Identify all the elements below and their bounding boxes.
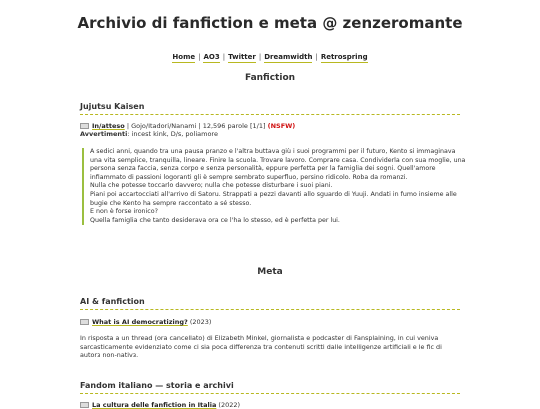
story-excerpt <box>82 148 466 225</box>
warnings-label: Avvertimenti <box>80 130 128 138</box>
nav-ao3[interactable]: AO3 <box>203 53 220 61</box>
story-entry <box>80 122 460 138</box>
document-icon <box>80 123 89 129</box>
category-fandom-italiano: Fandom italiano — storia e archivi <box>80 381 460 394</box>
nav-sep: | <box>198 53 201 61</box>
story-meta: | Gojo/Itadori/Nanami | 12,596 parole [1/1] <box>124 122 268 130</box>
meta-year: (2022) <box>216 401 241 409</box>
meta-title-link[interactable]: What is AI democratizing? <box>92 318 188 326</box>
nav-sep: | <box>258 53 262 61</box>
meta-heading: Meta <box>257 267 283 277</box>
document-icon <box>80 402 89 408</box>
excerpt-paragraph: Nulla che potesse toccarlo davvero; nulla che potesse disturbare i suoi piani. <box>90 182 333 190</box>
nav-retrospring[interactable]: Retrospring <box>320 53 368 61</box>
meta-entry <box>80 318 460 326</box>
nav-sep: | <box>222 53 226 61</box>
category-jujutsu-kaisen: Jujutsu Kaisen <box>80 102 460 115</box>
document-icon <box>80 319 89 325</box>
nav-home[interactable]: Home <box>172 53 196 61</box>
meta-description: In risposta a un thread (ora cancellato) di Elizabeth Minkel, giornalista e podcaster di Fansplaining, in cui veniva sarcasticamente evidenziato come ci sia poca differenza tra contenuti scritti dalle intelligenze artificiali e le fic di autorɜ non-nativɜ. <box>80 334 442 360</box>
story-title-link[interactable]: In/atteso <box>92 122 125 130</box>
nsfw-badge: (NSFW) <box>267 122 296 130</box>
excerpt-paragraph: A sedici anni, quando tra una pausa pranzo e l'altra buttava giù i suoi programmi per il futuro, Kento si immaginava una vita semplice, tranquilla, lineare. Finire la scuola. Trovare lavoro. Comprare casa. Condividerla con sua moglie, una persona senza faccia, senza corpo e senza personalità, eppure perfetta per la famiglia dei sogni. Quell'amore infiammato di passioni logoranti gli è sempre sembrato superfluo, persino ridicolo. Roba da romanzi. <box>90 148 466 181</box>
excerpt-paragraph: Piani poi accartocciati all'arrivo di Satoru. Strappati a pezzi davanti allo sguardo di Yuuji. Andati in fumo insieme alle bugie che Kento ha sempre raccontato a sé stesso. <box>90 190 457 207</box>
excerpt-paragraph: Quella famiglia che tanto desiderava ora ce l'ha lo stesso, ed è perfetta per lui. <box>90 216 340 224</box>
meta-entry <box>80 401 460 409</box>
warnings-text: : incest kink, D/s, poliamore <box>127 130 218 138</box>
meta-year: (2023) <box>187 318 212 326</box>
nav-dreamwidth[interactable]: Dreamwidth <box>264 53 313 61</box>
fanfiction-heading: Fanfiction <box>244 73 296 83</box>
nav-twitter[interactable]: Twitter <box>228 53 256 61</box>
top-nav <box>0 53 540 61</box>
site-title: Archivio di fanfiction e meta @ zenzeromante <box>77 14 463 32</box>
meta-title-link[interactable]: La cultura delle fanfiction in Italia <box>92 401 217 409</box>
category-ai-fanfiction: AI & fanfiction <box>80 297 460 310</box>
nav-sep: | <box>315 53 318 61</box>
excerpt-paragraph: E non è forse ironico? <box>90 208 158 216</box>
